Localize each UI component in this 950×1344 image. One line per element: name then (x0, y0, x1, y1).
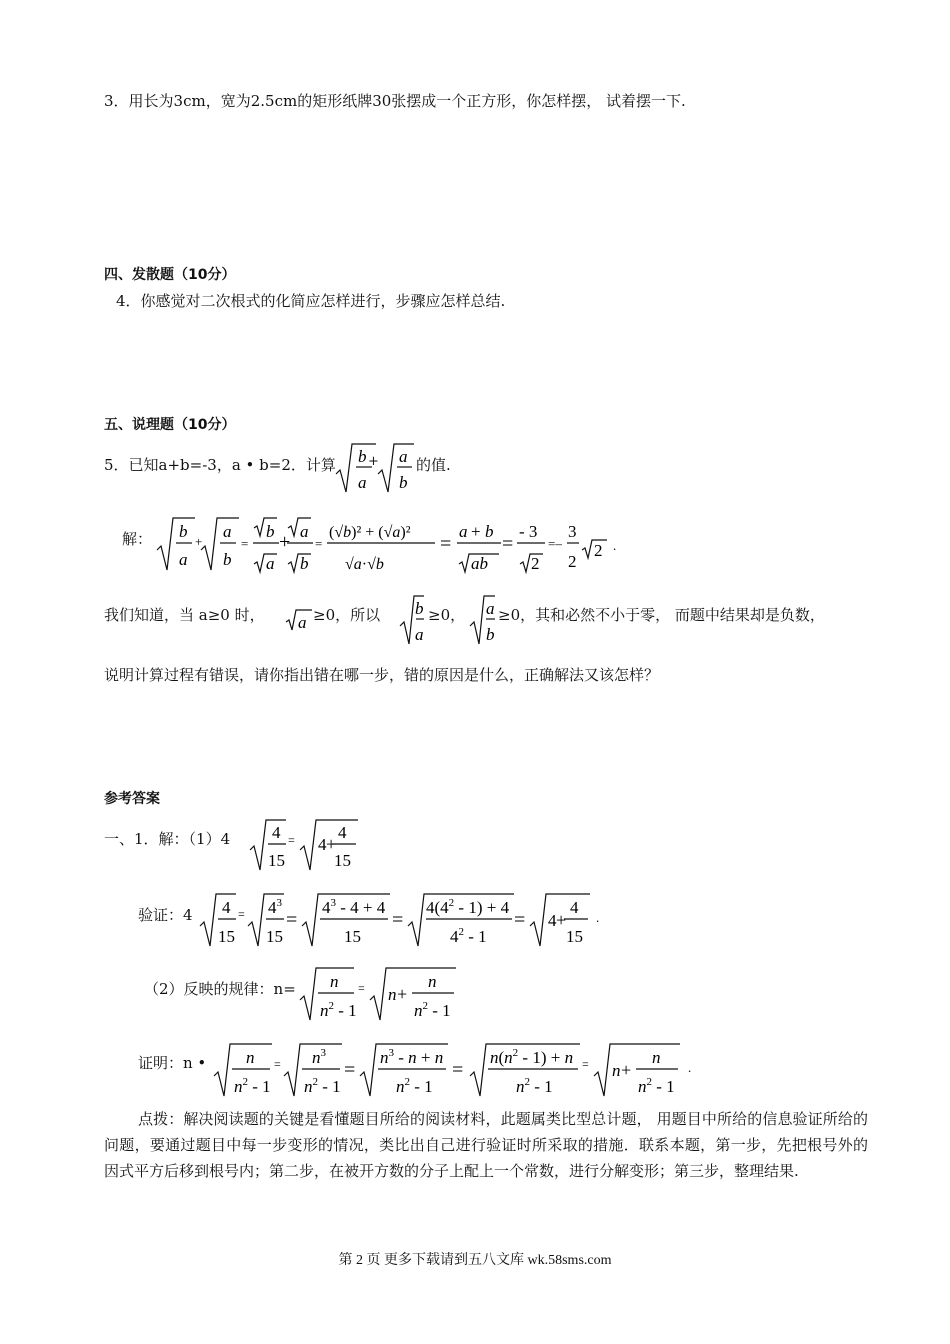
svg-text:b: b (223, 550, 232, 569)
svg-text:a: a (459, 522, 468, 541)
svg-text:15: 15 (268, 851, 285, 870)
answers-heading: 参考答案 (104, 791, 160, 807)
svg-text:a: a (358, 473, 367, 492)
svg-text:a: a (223, 522, 232, 541)
svg-text:+: + (279, 531, 291, 553)
svg-text:n(n2 - 1) + n: $n(n^2 - 1) + n$ (490, 1047, 574, 1067)
svg-text:n2 - 1: $n^2 - 1$ (638, 1076, 675, 1096)
reason-part-4: ≥0，其和必然不小于零， 而题中结果却是负数， (498, 606, 825, 624)
svg-text:b: b (485, 522, 494, 541)
reason-part-1: 我们知道，当 a≥0 时， (104, 606, 265, 624)
svg-text:a: a (179, 550, 188, 569)
svg-text:- 3: - 3 (519, 522, 538, 541)
svg-text:42 - 1: $4^2 - 1$ (450, 926, 487, 946)
svg-text:=–: =– (548, 536, 562, 551)
svg-text:2: 2 (568, 552, 577, 571)
svg-text:n: n (388, 985, 397, 1004)
verify-expression (198, 888, 608, 952)
svg-text:.: . (613, 538, 617, 553)
svg-text:b: b (415, 599, 424, 618)
section-5-heading: 五、说理题（10分） (104, 417, 236, 433)
svg-text:=: = (582, 1057, 589, 1071)
svg-text:n2 - 1: $n^2 - 1$ (320, 1000, 357, 1020)
svg-text:=: = (358, 981, 365, 995)
svg-text:n2 - 1: $n^2 - 1$ (396, 1076, 433, 1096)
svg-text:4: 4 (222, 898, 231, 917)
question-5-prefix: 5．已知a+b=-3，a • b=2．计算 (104, 456, 336, 474)
svg-text:+: + (326, 834, 337, 854)
plus-sign: + (368, 454, 379, 469)
svg-text:n2 - 1: $n^2 - 1$ (304, 1076, 341, 1096)
svg-text:.: . (688, 1060, 692, 1075)
reason-line-2: 说明计算过程有错误，请你指出错在哪一步，错的原因是什么，正确解法又该怎样？ (104, 666, 660, 684)
svg-text:n: n (246, 1048, 255, 1067)
proof-expression (212, 1038, 702, 1102)
svg-text:3: 3 (568, 522, 577, 541)
verify-label: 验证：4 (138, 906, 193, 924)
part-2-expression (298, 962, 468, 1026)
part-2-label: （2）反映的规律：n= (144, 980, 296, 998)
svg-text:15: 15 (566, 927, 583, 946)
svg-text:=: = (392, 909, 404, 931)
svg-text:n: n (428, 972, 437, 991)
svg-text:n3 - n + n: $n^3 - n + n$ (380, 1047, 444, 1067)
svg-text:a: a (298, 613, 307, 632)
svg-text:(√b)² + (√a)²: (√b)² + (√a)² (329, 524, 411, 541)
solution-label: 解： (122, 530, 153, 548)
svg-text:=: = (241, 536, 249, 551)
reason-part-2: ≥0，所以 (313, 606, 381, 624)
svg-text:b: b (486, 625, 495, 644)
svg-text:4: 4 (338, 823, 347, 842)
svg-text:a: a (399, 447, 408, 466)
svg-text:=: = (514, 909, 526, 931)
svg-text:4: 4 (548, 911, 557, 930)
sqrt-b-over-a (398, 592, 424, 648)
solution-expression (155, 512, 625, 576)
svg-text:n: n (330, 972, 339, 991)
section-4-heading: 四、发散题（10分） (104, 267, 236, 283)
svg-text:4: 4 (570, 898, 579, 917)
svg-text:+: + (556, 910, 567, 930)
svg-text:a: a (266, 554, 275, 573)
svg-text:b: b (179, 522, 188, 541)
svg-text:b: b (266, 522, 275, 541)
proof-label: 证明：n • (138, 1054, 207, 1072)
svg-text:43 - 4 + 4: $4^3 - 4 + 4$ (322, 897, 386, 917)
reason-part-3: ≥0， (428, 606, 466, 624)
svg-text:n2 - 1: $n^2 - 1$ (234, 1076, 271, 1096)
svg-text:=: = (452, 1059, 464, 1081)
svg-text:=: = (440, 533, 452, 555)
svg-text:15: 15 (334, 851, 351, 870)
svg-text:2: 2 (594, 541, 603, 560)
svg-text:+: + (195, 534, 203, 549)
svg-text:+: + (471, 522, 481, 541)
question-4: 4．你感觉对二次根式的化简应怎样进行，步骤应怎样总结. (116, 292, 506, 310)
svg-text:4: 4 (318, 835, 327, 854)
answer-1-label: 一、1．解：（1）4 (104, 830, 231, 848)
question-3: 3．用长为3cm，宽为2.5cm的矩形纸牌30张摆成一个正方形，你怎样摆， 试着摆一下. (104, 92, 686, 110)
hint-paragraph: 点拨：解决阅读题的关键是看懂题目所给的阅读材料，此题属类比型总计题， 用题目中所给的信息验证所给的问题，要通过题目中每一步变形的情况，类比出自己进行验证时所采取的措施．联系本题，第一步，先把根号外的因式平方后移到根号内；第二步，在被开方数的分子上配上一个常数，进行分解变形；第三步，整理结果. (104, 1110, 868, 1180)
svg-text:n2 - 1: $n^2 - 1$ (516, 1076, 553, 1096)
svg-text:4: 4 (272, 823, 281, 842)
svg-text:+: + (621, 1060, 632, 1080)
svg-text:43: $4^3$ (268, 897, 282, 917)
svg-text:n3: $n^3$ (312, 1047, 326, 1067)
svg-text:=: = (344, 1059, 356, 1081)
svg-text:ab: ab (471, 554, 488, 573)
svg-text:15: 15 (266, 927, 283, 946)
svg-text:+: + (397, 984, 408, 1004)
svg-text:a: a (486, 599, 495, 618)
svg-text:b: b (300, 554, 309, 573)
sqrt-a-over-b (468, 592, 496, 648)
svg-text:=: = (288, 833, 295, 847)
svg-text:2: 2 (531, 554, 540, 573)
svg-text:=: = (286, 909, 298, 931)
svg-text:n: n (612, 1061, 621, 1080)
svg-text:.: . (596, 910, 600, 925)
page-footer: 第 2 页 更多下载请到五八文库 wk.58sms.com (338, 1253, 612, 1268)
question-5-suffix: 的值. (416, 456, 451, 474)
svg-text:=: = (238, 907, 245, 921)
svg-text:√a·√b: √a·√b (345, 556, 384, 573)
svg-text:a: a (415, 625, 424, 644)
svg-text:15: 15 (344, 927, 361, 946)
svg-text:b: b (358, 447, 367, 466)
svg-text:=: = (502, 533, 514, 555)
svg-text:4(42 - 1) + 4: $4(4^2 - 1) + 4$ (426, 897, 510, 917)
svg-text:a: a (300, 522, 309, 541)
sqrt-a (284, 606, 314, 634)
svg-text:b: b (399, 473, 408, 492)
svg-text:n: n (652, 1048, 661, 1067)
svg-text:=: = (274, 1057, 281, 1071)
svg-text:n2 - 1: $n^2 - 1$ (414, 1000, 451, 1020)
answer-1-expression (248, 814, 368, 874)
svg-text:=: = (315, 536, 323, 551)
svg-text:15: 15 (218, 927, 235, 946)
